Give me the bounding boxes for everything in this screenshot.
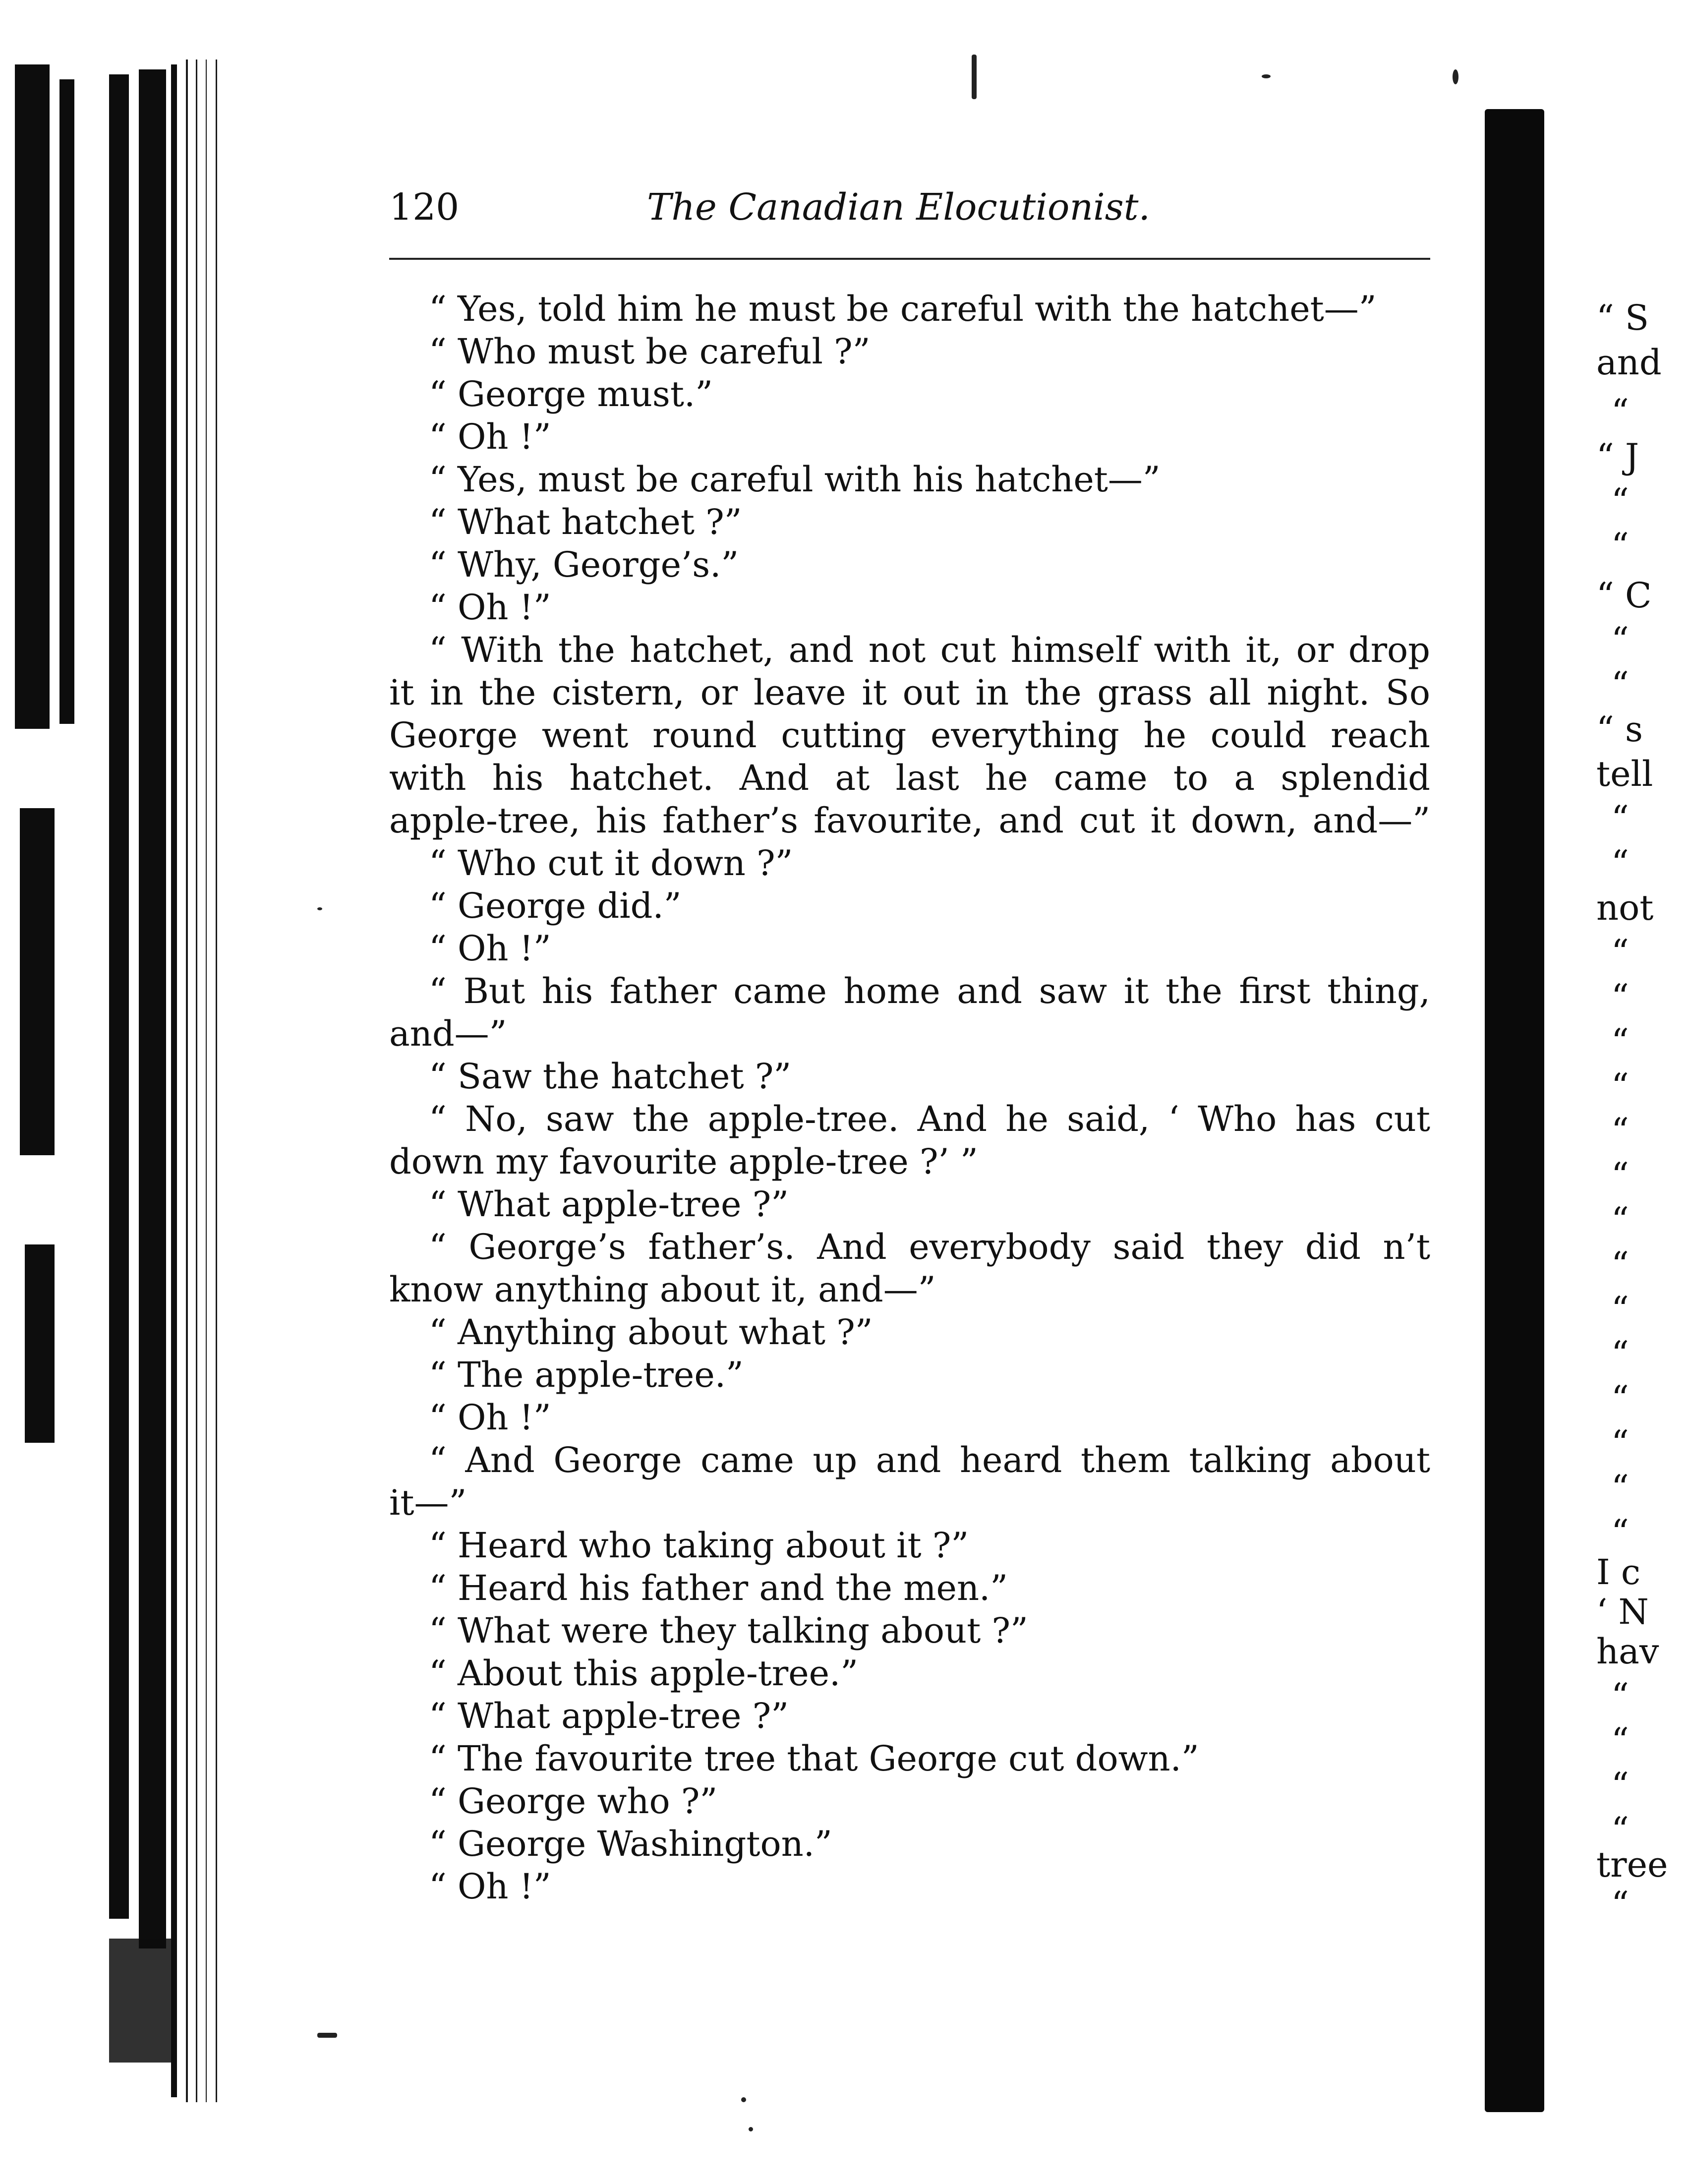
facing-page-text: “	[1611, 1720, 1629, 1761]
text-line: “ Yes, told him he must be careful with the hatchet—”	[429, 289, 1377, 329]
text-line: “ Oh !”	[429, 1397, 551, 1438]
facing-page-text: “	[1611, 977, 1629, 1017]
text-line: “ And George came up and heard them talking about	[429, 1440, 1430, 1480]
facing-page-text: “	[1611, 843, 1629, 884]
text-line: “ What apple-tree ?”	[429, 1184, 789, 1225]
facing-page-text: “	[1611, 798, 1629, 839]
text-line: “ Anything about what ?”	[429, 1312, 873, 1353]
text-line: “ Oh !”	[429, 587, 551, 628]
header-rule	[389, 258, 1430, 260]
text-line: with his hatchet. And at last he came to a splendid	[389, 758, 1430, 798]
facing-page-text: “	[1611, 1884, 1629, 1925]
text-line: “ George did.”	[429, 885, 682, 926]
facing-page-fragment	[1596, 297, 1690, 1925]
facing-page-text: “	[1611, 392, 1629, 432]
facing-page-text: “	[1611, 1334, 1629, 1374]
scan-speck	[317, 2033, 337, 2038]
facing-page-text: and	[1596, 342, 1662, 383]
text-line: it—”	[389, 1482, 467, 1523]
text-line: “ With the hatchet, and not cut himself with it, or drop	[429, 630, 1430, 670]
facing-page-text: “	[1611, 620, 1629, 660]
text-line: “ George must.”	[429, 374, 713, 414]
facing-page-text: I c	[1596, 1552, 1641, 1593]
facing-page-text: “	[1611, 1200, 1629, 1240]
running-title: The Canadian Elocutionist.	[647, 186, 1151, 229]
facing-page-text: “	[1611, 526, 1629, 566]
text-line: “ No, saw the apple-tree. And he said, ‘ Who has cut	[429, 1099, 1430, 1139]
text-line: “ Oh !”	[429, 928, 551, 969]
facing-page-text: “ s	[1596, 709, 1643, 750]
text-line: “ Heard who taking about it ?”	[429, 1525, 969, 1566]
facing-page-text: “	[1611, 664, 1629, 705]
facing-page-text: “	[1611, 1244, 1629, 1285]
text-line: “ George Washington.”	[429, 1824, 832, 1864]
facing-page-text: “	[1611, 1289, 1629, 1330]
text-line: “ Saw the hatchet ?”	[429, 1056, 792, 1097]
facing-page-text: “	[1611, 1512, 1629, 1553]
text-line: down my favourite apple-tree ?’ ”	[389, 1141, 978, 1182]
text-line: “ About this apple-tree.”	[429, 1653, 859, 1694]
text-line: “ Who must be careful ?”	[429, 331, 871, 372]
text-line: “ What were they talking about ?”	[429, 1610, 1028, 1651]
scan-speck	[1453, 69, 1458, 84]
text-line: “ Why, George’s.”	[429, 544, 739, 585]
scan-speck	[317, 907, 322, 910]
text-line: “ The apple-tree.”	[429, 1355, 744, 1395]
text-line: “ Oh !”	[429, 1866, 551, 1907]
facing-page-text: tell	[1596, 754, 1653, 794]
facing-page-text: “ C	[1596, 575, 1652, 616]
facing-page-text: “	[1611, 1155, 1629, 1196]
scan-speck	[749, 2127, 753, 2131]
facing-page-text: tree	[1596, 1844, 1668, 1885]
text-line: “ What apple-tree ?”	[429, 1696, 789, 1736]
text-line: “ Heard his father and the men.”	[429, 1568, 1008, 1608]
facing-page-text: “	[1611, 1810, 1629, 1850]
facing-page-text: “ S	[1596, 297, 1649, 338]
scan-speck	[972, 55, 977, 99]
text-line: and—”	[389, 1013, 507, 1054]
facing-page-text: hav	[1596, 1631, 1659, 1672]
text-line: “ But his father came home and saw it the first thing,	[429, 971, 1430, 1011]
facing-page-text: not	[1596, 887, 1654, 928]
text-line: “ George who ?”	[429, 1781, 718, 1822]
facing-page-text: ‘ N	[1596, 1592, 1649, 1632]
page-number: 120	[389, 186, 460, 229]
text-line: George went round cutting everything he could reach	[389, 715, 1430, 756]
text-line: “ Yes, must be careful with his hatchet—”	[429, 459, 1161, 500]
text-line: “ What hatchet ?”	[429, 502, 742, 542]
text-body	[389, 288, 1430, 1908]
facing-page-text: “	[1611, 1021, 1629, 1062]
text-line: it in the cistern, or leave it out in the grass all night. So	[389, 672, 1430, 713]
text-line: “ The favourite tree that George cut down.”	[429, 1738, 1199, 1779]
page-header	[389, 186, 1430, 240]
text-line: “ George’s father’s. And everybody said they did n’t	[429, 1227, 1430, 1267]
binding-strip	[0, 55, 233, 2102]
facing-page-text: “	[1611, 1765, 1629, 1806]
text-line: know anything about it, and—”	[389, 1269, 936, 1310]
facing-page-text: “	[1611, 932, 1629, 973]
scan-speck	[741, 2097, 746, 2102]
facing-page-text: “	[1611, 1378, 1629, 1419]
facing-page-text: “	[1611, 1676, 1629, 1716]
facing-page-text: “	[1611, 1066, 1629, 1107]
text-line: “ Oh !”	[429, 416, 551, 457]
facing-page-text: “ J	[1596, 436, 1639, 477]
facing-page-text: “	[1611, 1468, 1629, 1508]
scan-speck	[1262, 74, 1271, 78]
text-line: apple-tree, his father’s favourite, and cut it down, and—”	[389, 800, 1430, 841]
book-spine-edge	[1485, 109, 1544, 2112]
facing-page-text: “	[1611, 1111, 1629, 1151]
text-line: “ Who cut it down ?”	[429, 843, 793, 884]
facing-page-text: “	[1611, 481, 1629, 522]
facing-page-text: “	[1611, 1423, 1629, 1464]
